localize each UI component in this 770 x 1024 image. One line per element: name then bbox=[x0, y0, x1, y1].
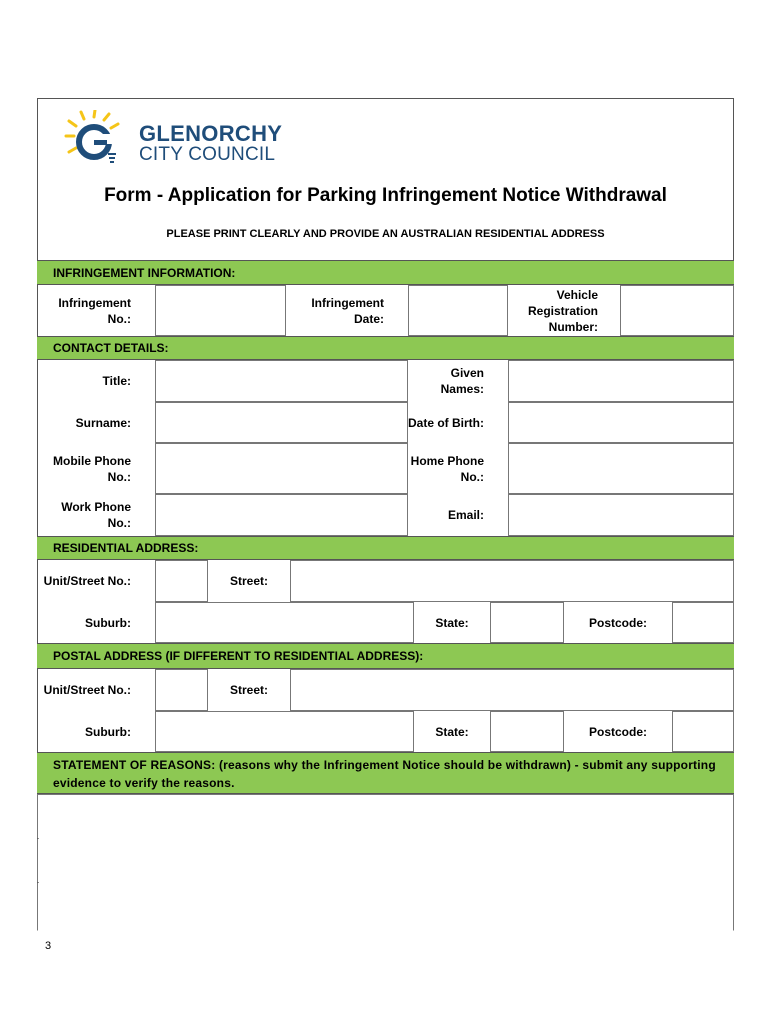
residential-postcode-field[interactable] bbox=[672, 602, 734, 643]
section-contact-heading: CONTACT DETAILS: bbox=[37, 336, 734, 360]
postal-unit-label: Unit/Street No.: bbox=[43, 683, 131, 697]
form-title: Form - Application for Parking Infringement Notice Withdrawal bbox=[104, 185, 667, 206]
section-infringement-heading: INFRINGEMENT INFORMATION: bbox=[37, 260, 734, 285]
mobile-phone-label: Mobile Phone No.: bbox=[53, 453, 131, 484]
section-reasons-heading: STATEMENT OF REASONS: (reasons why the Infringement Notice should be withdrawn) - submit any supporting evidence to verify the reasons. bbox=[37, 752, 734, 794]
margin-mark: . bbox=[37, 832, 40, 841]
title-field[interactable] bbox=[155, 360, 408, 402]
residential-street-field[interactable] bbox=[290, 560, 734, 602]
work-phone-field[interactable] bbox=[155, 494, 408, 536]
home-phone-label: Home Phone No.: bbox=[410, 453, 484, 484]
residential-postcode-label: Postcode: bbox=[588, 615, 647, 630]
postal-suburb-field[interactable] bbox=[155, 711, 414, 752]
surname-field[interactable] bbox=[155, 402, 408, 443]
section-postal-heading: POSTAL ADDRESS (IF DIFFERENT TO RESIDENTIAL ADDRESS): bbox=[37, 643, 734, 669]
council-name-line2: CITY COUNCIL bbox=[139, 144, 276, 165]
home-phone-field[interactable] bbox=[508, 443, 734, 494]
postal-street-field[interactable] bbox=[290, 669, 734, 711]
email-label: Email: bbox=[447, 508, 484, 522]
infringement-number-label: Infringement No.: bbox=[58, 295, 131, 326]
infringement-date-field[interactable] bbox=[408, 285, 508, 336]
mobile-phone-field[interactable] bbox=[155, 443, 408, 494]
postal-unit-field[interactable] bbox=[155, 669, 208, 711]
residential-state-field[interactable] bbox=[490, 602, 564, 643]
postal-state-field[interactable] bbox=[490, 711, 564, 752]
form-subtitle: PLEASE PRINT CLEARLY AND PROVIDE AN AUSTRALIAN RESIDENTIAL ADDRESS bbox=[166, 228, 605, 240]
given-names-label: Given Names: bbox=[440, 366, 484, 396]
residential-unit-label: Unit/Street No.: bbox=[43, 574, 131, 588]
postal-street-label: Street: bbox=[229, 683, 268, 697]
postal-suburb-label: Suburb: bbox=[85, 724, 131, 739]
postal-postcode-label: Postcode: bbox=[588, 724, 647, 739]
infringement-date-label: Infringement Date: bbox=[311, 295, 384, 326]
given-names-field[interactable] bbox=[508, 360, 734, 402]
title-label: Title: bbox=[102, 374, 131, 388]
work-phone-label: Work Phone No.: bbox=[61, 500, 131, 530]
council-name-line1: GLENORCHY bbox=[139, 121, 283, 146]
margin-mark: . bbox=[37, 876, 40, 885]
email-field[interactable] bbox=[508, 494, 734, 536]
postal-state-label: State: bbox=[435, 724, 469, 739]
residential-state-label: State: bbox=[435, 615, 469, 630]
date-of-birth-label: Date of Birth: bbox=[408, 415, 484, 430]
section-residential-heading: RESIDENTIAL ADDRESS: bbox=[37, 536, 734, 560]
vehicle-registration-field[interactable] bbox=[620, 285, 734, 336]
page-number: 3 bbox=[45, 940, 52, 952]
residential-unit-field[interactable] bbox=[155, 560, 208, 602]
date-of-birth-field[interactable] bbox=[508, 402, 734, 443]
surname-label: Surname: bbox=[75, 415, 131, 430]
residential-suburb-label: Suburb: bbox=[85, 615, 131, 630]
vehicle-registration-label: Vehicle Registration Number: bbox=[527, 287, 598, 334]
residential-suburb-field[interactable] bbox=[155, 602, 414, 643]
reasons-textarea[interactable] bbox=[37, 794, 734, 931]
residential-street-label: Street: bbox=[229, 574, 268, 588]
infringement-number-field[interactable] bbox=[155, 285, 286, 336]
postal-postcode-field[interactable] bbox=[672, 711, 734, 752]
